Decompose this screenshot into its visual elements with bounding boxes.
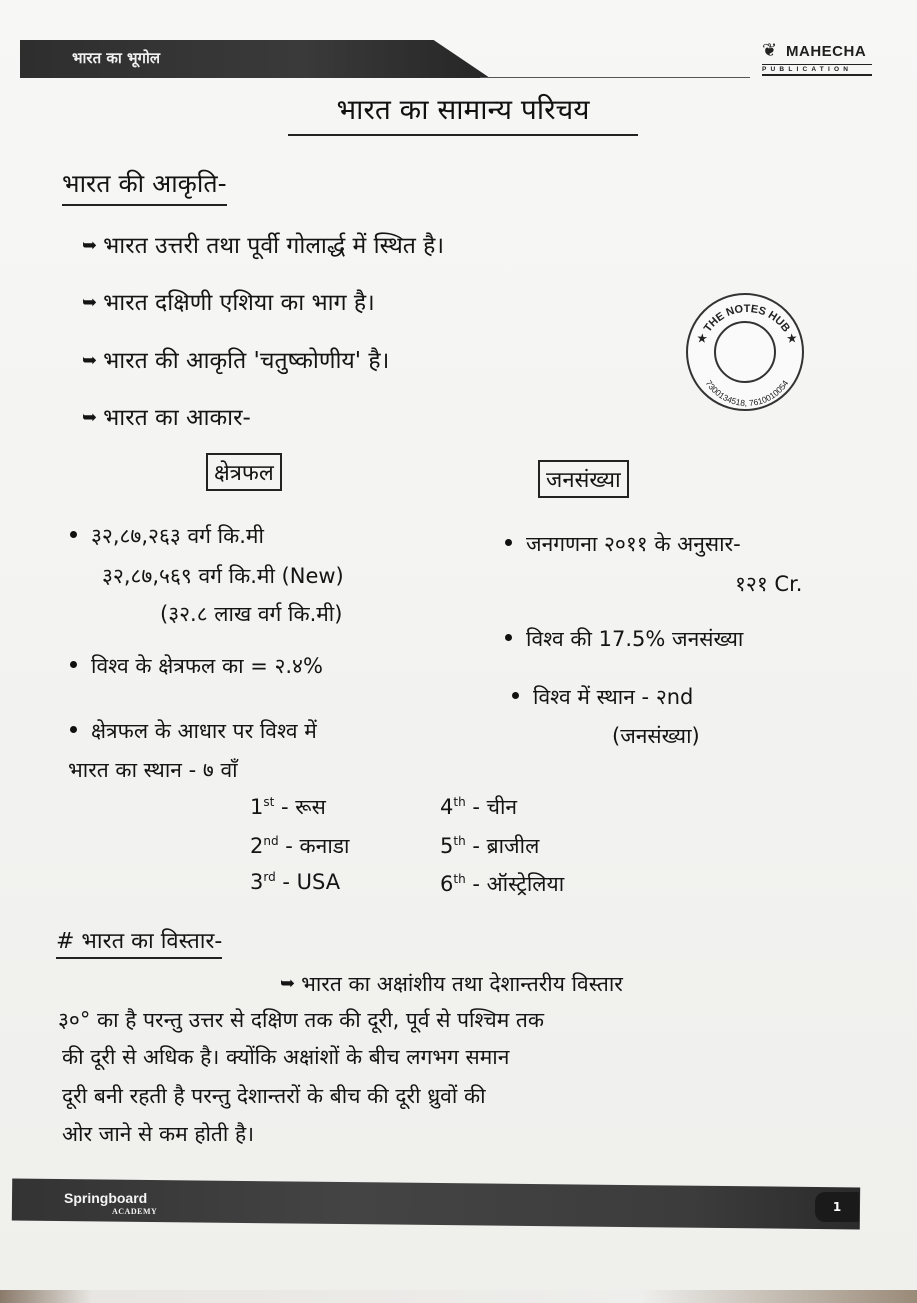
bullet-icon [512,692,519,699]
header-section-title: भारत का भूगोल [72,49,161,67]
shape-point-3: ➥ भारत की आकृति 'चतुष्कोणीय' है। [82,348,390,374]
ranking-item: 1st - रूस [250,795,326,819]
stamp-text-ring [688,295,806,413]
area-box-label: क्षेत्रफल [206,453,282,491]
extent-line-4: दूरी बनी रहती है परन्तु देशान्तरों के बीच की दूरी ध्रुवों की [62,1084,486,1108]
page-bottom-edge [0,1290,917,1303]
extent-line-5: ओर जाने से कम होती है। [62,1122,255,1146]
footer-sub: ACADEMY [112,1207,158,1216]
bullet-icon [505,539,512,546]
extent-line-2: ३०° का है परन्तु उत्तर से दक्षिण तक की दूरी, पूर्व से पश्चिम तक [58,1008,545,1032]
area-rank-line2: भारत का स्थान - ७ वाँ [68,758,238,782]
population-rank-line: विश्व में स्थान - २nd [512,683,693,711]
curved-arrow-icon: ➥ [82,350,98,371]
section-heading-extent: # भारत का विस्तार- [56,925,222,955]
area-rank-line1: क्षेत्रफल के आधार पर विश्व में [70,717,317,745]
svg-text:7300134518, 7610010054: 7300134518, 7610010054 [703,378,791,408]
population-rank-note: (जनसंख्या) [612,724,700,748]
extent-line-1: ➥ भारत का अक्षांशीय तथा देशान्तरीय विस्तार [280,972,623,996]
book-hands-icon: ❦ [762,40,778,61]
page-number: 1 [815,1192,859,1222]
ranking-item: 2nd - कनाडा [250,834,350,858]
area-value-new: ३२,८७,५६९ वर्ग कि.मी (New) [102,564,344,588]
extent-line-3: की दूरी से अधिक है। क्योंकि अक्षांशों के बीच लगभग समान [62,1045,510,1069]
bullet-icon [70,531,77,538]
shape-point-4: ➥ भारत का आकार- [82,405,251,431]
notes-hub-stamp [686,293,804,411]
area-world-share: विश्व के क्षेत्रफल का = २.४% [70,652,323,680]
curved-arrow-icon: ➥ [82,292,98,313]
bullet-icon [70,661,77,668]
bullet-icon [505,634,512,641]
curved-arrow-icon: ➥ [82,407,98,428]
population-census-value: १२१ Cr. [735,572,803,596]
logo-sub: PUBLICATION [762,64,872,76]
svg-text:★ THE NOTES HUB ★: ★ THE NOTES HUB ★ [695,303,799,346]
logo-name: MAHECHA [786,43,867,60]
population-world-share: विश्व की 17.5% जनसंख्या [505,625,743,653]
ranking-item: 3rd - USA [250,870,341,894]
shape-point-2: ➥ भारत दक्षिणी एशिया का भाग है। [82,290,375,316]
population-box-label: जनसंख्या [538,460,629,498]
curved-arrow-icon: ➥ [280,973,296,994]
header-rule [480,77,750,78]
population-census-line: जनगणना २०११ के अनुसार- [505,530,741,558]
footer-brand: Springboard [64,1190,148,1206]
bullet-icon [70,726,77,733]
ranking-item: 5th - ब्राजील [440,834,540,858]
curved-arrow-icon: ➥ [82,235,98,256]
page-title: भारत का सामान्य परिचय [288,90,638,136]
ranking-item: 4th - चीन [440,795,518,819]
section-heading-shape: भारत की आकृति- [62,166,227,206]
area-value-lakh: (३२.८ लाख वर्ग कि.मी) [160,602,343,626]
publisher-logo [762,40,874,80]
shape-point-1: ➥ भारत उत्तरी तथा पूर्वी गोलार्द्ध में स्थित है। [82,233,445,259]
ranking-item: 6th - ऑस्ट्रेलिया [440,872,565,896]
area-value-old: ३२,८७,२६३ वर्ग कि.मी [70,522,264,550]
